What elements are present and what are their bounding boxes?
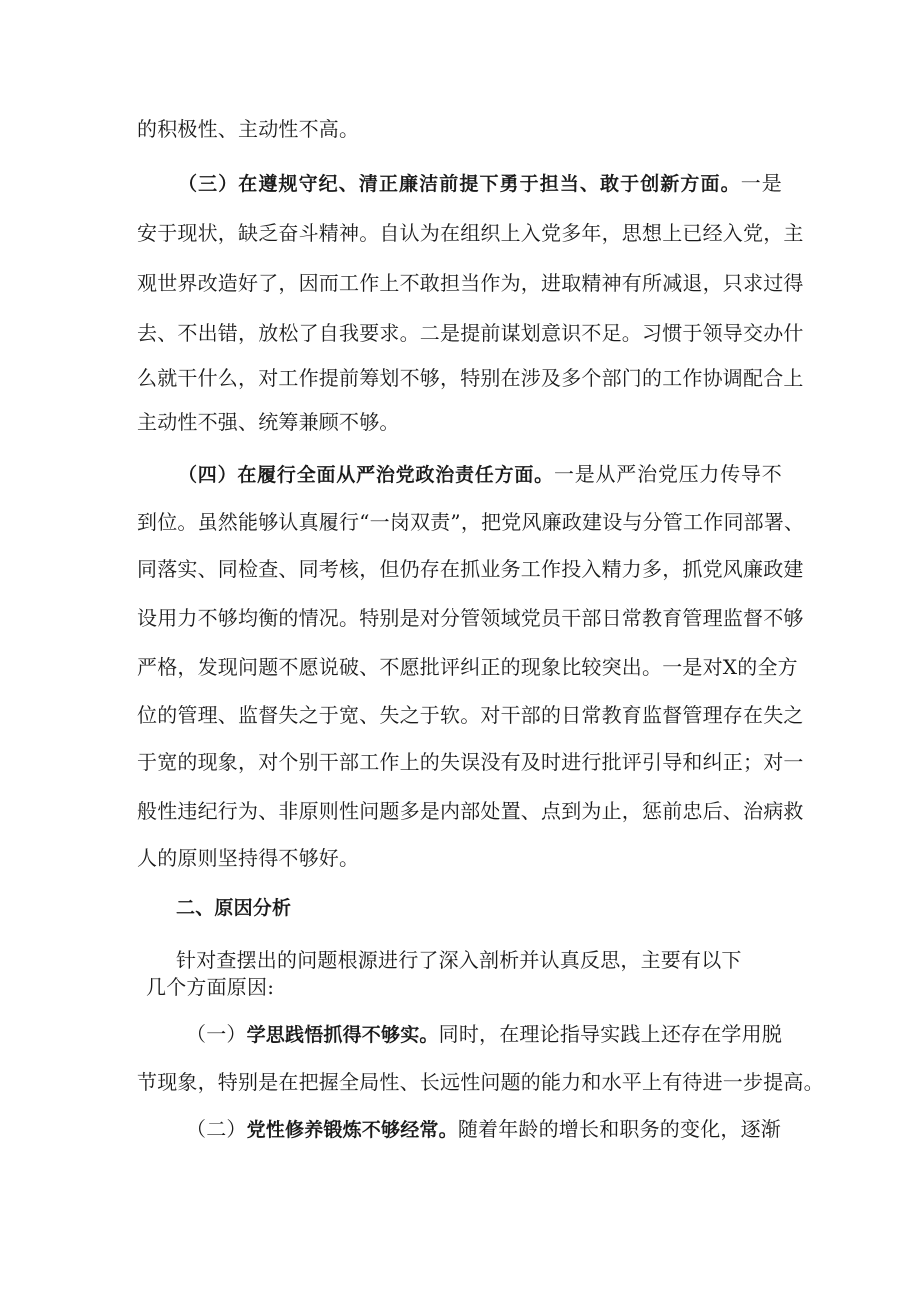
paragraph-line: 的积极性、主动性不高。 — [137, 117, 360, 141]
paragraph-line: 么就干什么，对工作提前筹划不够，特别在涉及多个部门的工作协调配合上 — [137, 366, 804, 390]
paragraph-text: 随着年龄的增长和职务的变化，逐渐 — [457, 1117, 782, 1141]
paragraph-heading-line — [178, 460, 782, 489]
paragraph-line: 到位。虽然能够认真履行“一岗双责”，把党风廉政建设与分管工作同部署、 — [137, 510, 805, 534]
paragraph-line: 针对查摆出的问题根源进行了深入剖析并认真反思，主要有以下 — [176, 948, 742, 972]
paragraph-line: 节现象，特别是在把握全局性、长远性问题的能力和水平上有待进一步提高。 — [137, 1070, 824, 1094]
paragraph-line: 位的管理、监督失之于宽、失之于软。对干部的日常教育监督管理存在失之 — [137, 703, 804, 727]
paragraph-text: 一是从严治党压力传导不 — [553, 462, 782, 486]
section-heading-4: （四）在履行全面从严治党政治责任方面。 — [178, 464, 554, 486]
reason-heading-1: 学思践悟抓得不够实。 — [246, 1024, 439, 1046]
paragraph-line: 于宽的现象，对个别干部工作上的失误没有及时进行批评引导和纠正；对一 — [137, 750, 804, 774]
paragraph-line: 人的原则坚持得不够好。 — [137, 846, 360, 870]
reason-heading-2: 党性修养锻炼不够经常。 — [246, 1119, 458, 1141]
section-title-text: 二、原因分析 — [176, 897, 292, 919]
paragraph-line: 主动性不强、统筹兼顾不够。 — [137, 410, 400, 434]
paragraph-heading-line — [178, 169, 782, 198]
paragraph-text: 一是 — [740, 171, 782, 195]
paragraph-line: 般性违纪行为、非原则性问题多是内部处置、点到为止，惩前忠后、治病救 — [137, 799, 804, 823]
heading-number: （一） — [186, 1022, 247, 1046]
paragraph-line: 严格，发现问题不愿说破、不愿批评纠正的现象比较突出。一是对X的全方 — [137, 655, 798, 679]
paragraph-line: 同落实、同检查、同考核，但仍存在抓业务工作投入精力多，抓党风廉政建 — [137, 557, 804, 581]
paragraph-heading-line — [186, 1115, 782, 1144]
paragraph-line: 观世界改造好了，因而工作上不敢担当作为，进取精神有所减退，只求过得 — [137, 271, 804, 295]
paragraph-line: 几个方面原因: — [146, 975, 275, 999]
paragraph-line: 设用力不够均衡的情况。特别是对分管领域党员干部日常教育管理监督不够 — [137, 606, 804, 630]
paragraph-heading-line — [186, 1020, 782, 1049]
paragraph-line: 安于现状，缺乏奋斗精神。自认为在组织上入党多年，思想上已经入党，主 — [137, 221, 804, 245]
heading-number: （二） — [186, 1117, 247, 1141]
paragraph-text: 同时，在理论指导实践上还存在学用脱 — [438, 1022, 783, 1046]
section-title — [176, 893, 836, 922]
section-heading-3: （三）在遵规守纪、清正廉洁前提下勇于担当、敢于创新方面。 — [178, 173, 741, 195]
paragraph-line: 去、不出错，放松了自我要求。二是提前谋划意识不足。习惯于领导交办什 — [137, 321, 804, 345]
